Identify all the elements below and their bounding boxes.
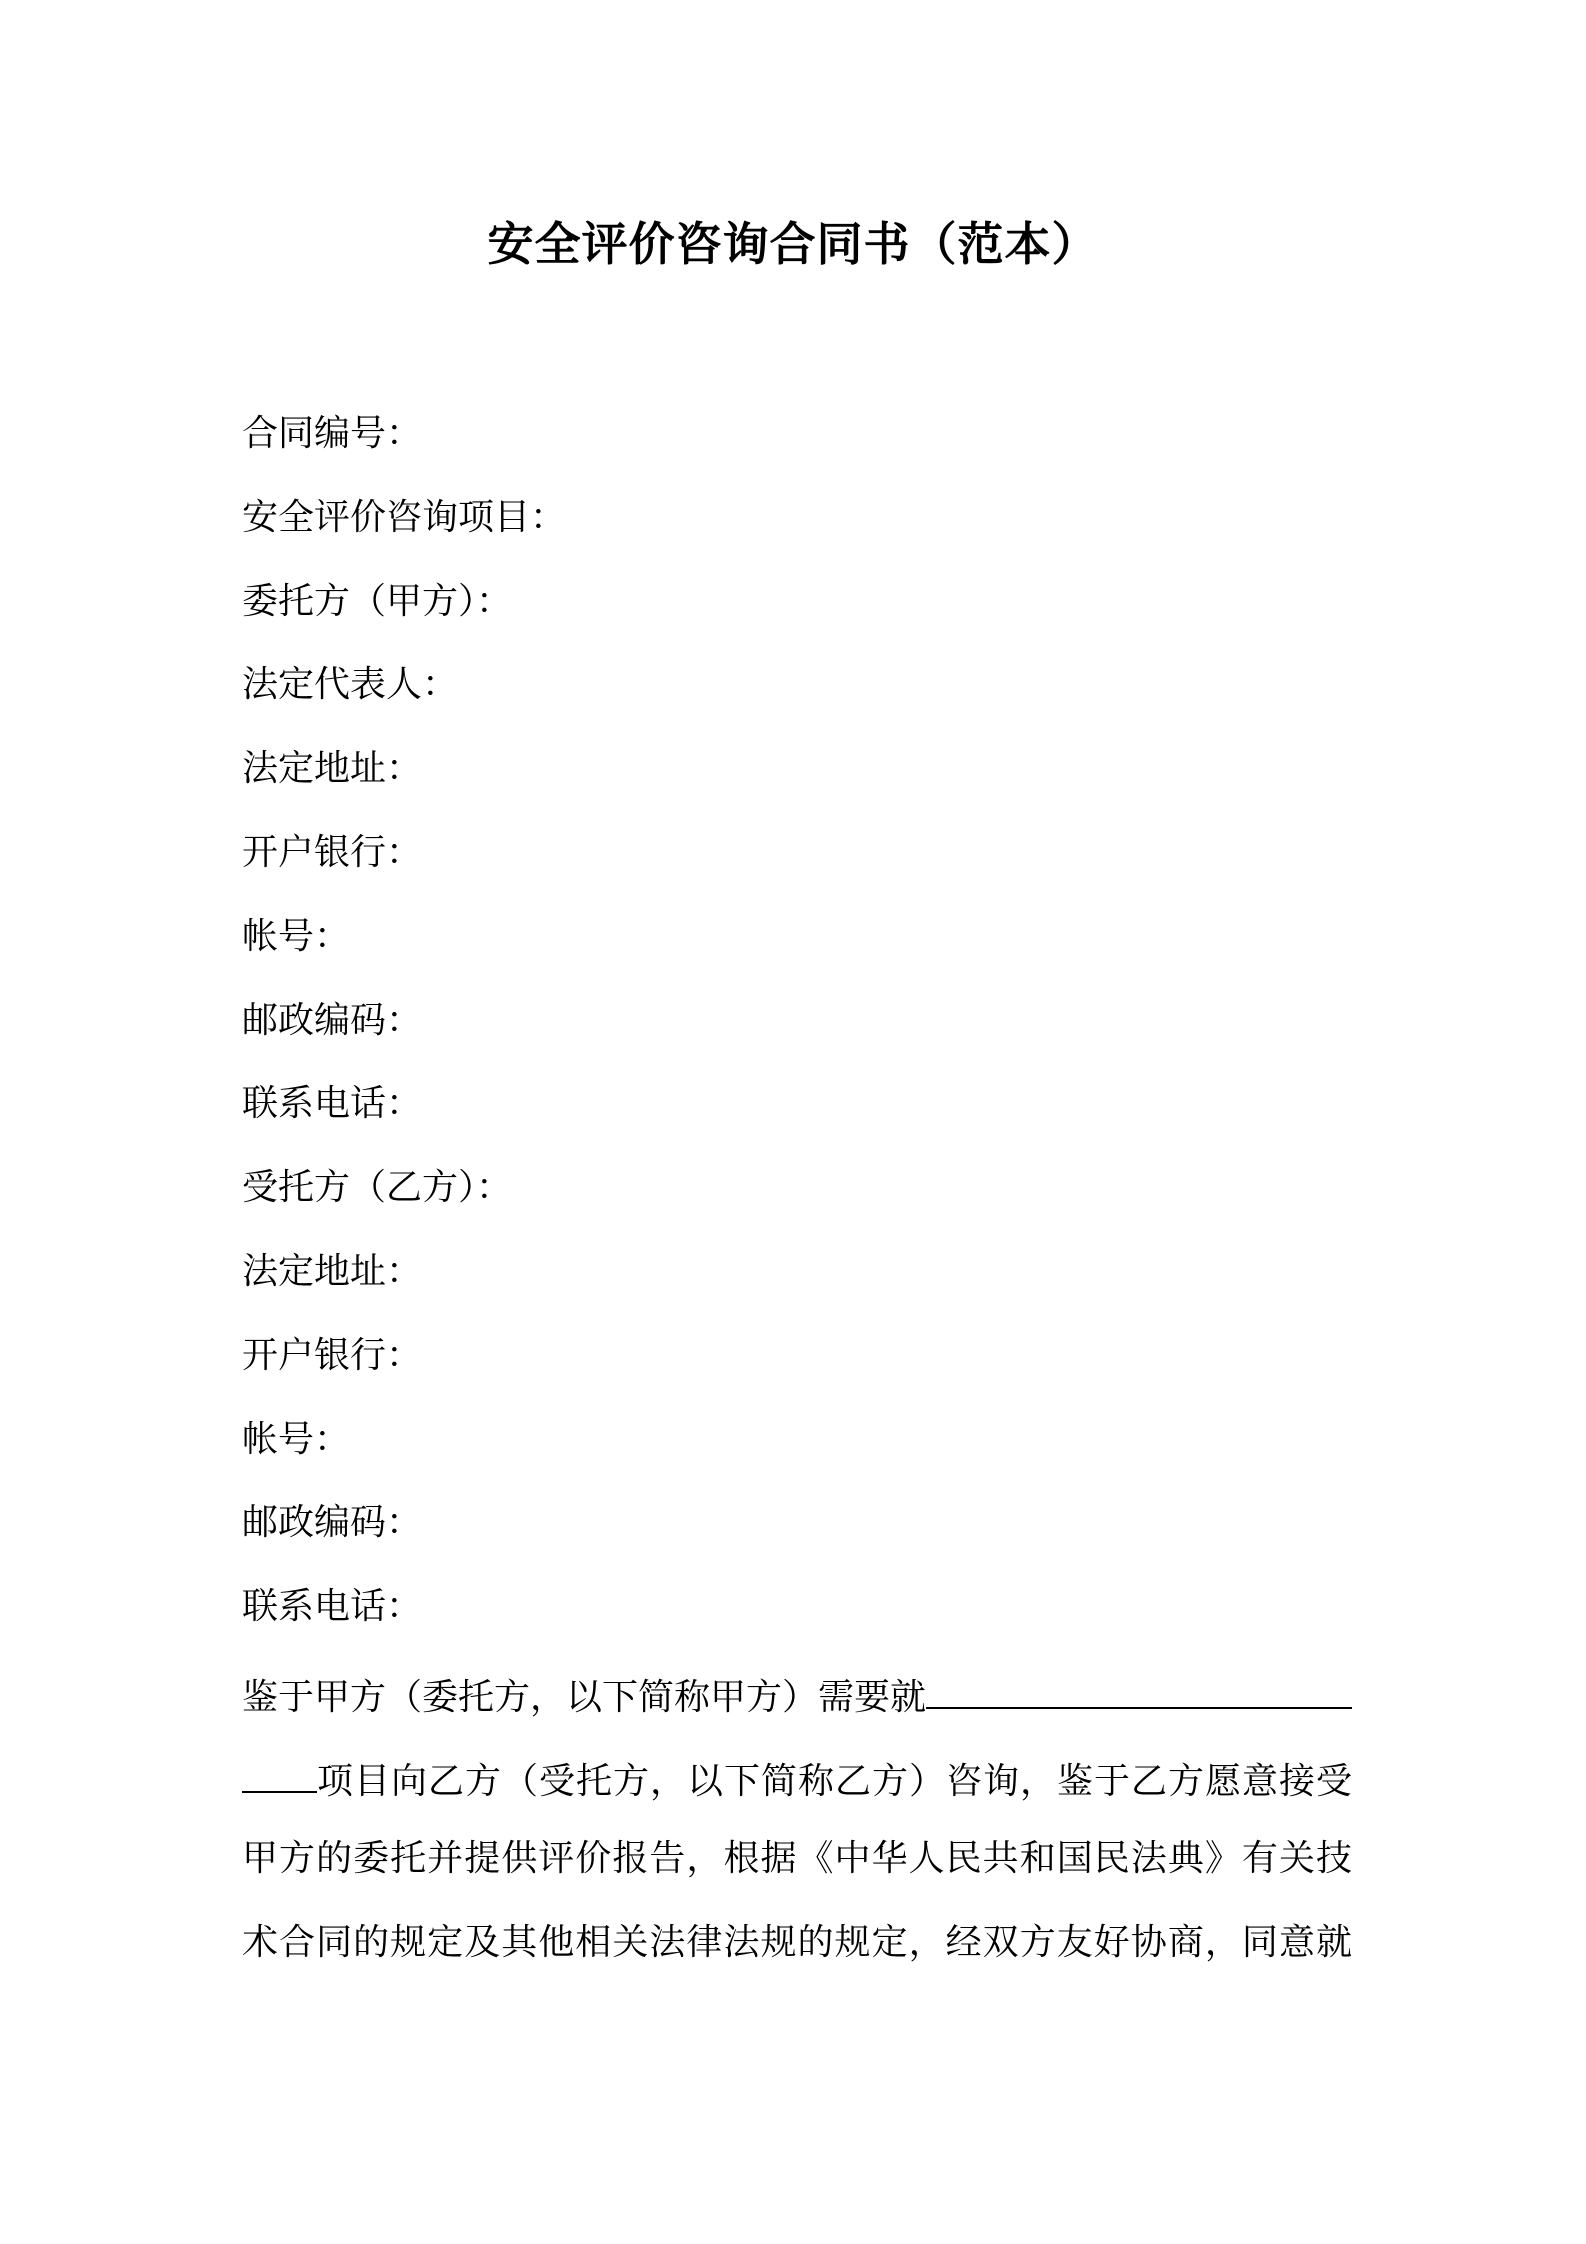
preamble-line-1 <box>242 1659 1352 1743</box>
field-party-a-bank: 开户银行： <box>242 831 423 873</box>
preamble-line-2 <box>242 1743 1352 1827</box>
field-party-b-bank: 开户银行： <box>242 1334 423 1376</box>
contract-fields <box>242 402 1352 1659</box>
project-blank-field-continued <box>242 1743 317 1793</box>
preamble-text-2: 项目向乙方（受托方，以下简称乙方）咨询，鉴于乙方愿意接受 <box>317 1761 1352 1802</box>
document-title: 安全评价咨询合同书（范本） <box>487 217 1099 271</box>
field-party-b-phone: 联系电话： <box>242 1586 423 1628</box>
field-party-a-address: 法定地址： <box>242 748 423 790</box>
field-party-a-phone: 联系电话： <box>242 1083 423 1125</box>
field-party-b-account: 帐号： <box>242 1418 351 1460</box>
preamble-line-4: 术合同的规定及其他相关法律法规的规定，经双方友好协商，同意就 <box>242 1922 1352 1963</box>
field-party-b: 受托方（乙方）： <box>242 1167 513 1209</box>
field-party-a: 委托方（甲方）： <box>242 580 513 622</box>
field-legal-representative: 法定代表人： <box>242 664 459 706</box>
field-project: 安全评价咨询项目： <box>242 496 567 538</box>
field-party-b-address: 法定地址： <box>242 1250 423 1292</box>
field-party-a-account: 帐号： <box>242 915 351 957</box>
contract-preamble <box>242 1659 1352 1995</box>
field-party-a-postcode: 邮政编码： <box>242 999 423 1041</box>
field-contract-number: 合同编号： <box>242 413 423 454</box>
preamble-text-1: 鉴于甲方（委托方，以下简称甲方）需要就 <box>242 1677 927 1718</box>
field-party-b-postcode: 邮政编码： <box>242 1502 423 1544</box>
project-blank-field <box>926 1659 1352 1709</box>
preamble-line-3: 甲方的委托并提供评价报告，根据《中华人民共和国民法典》有关技 <box>242 1838 1352 1879</box>
